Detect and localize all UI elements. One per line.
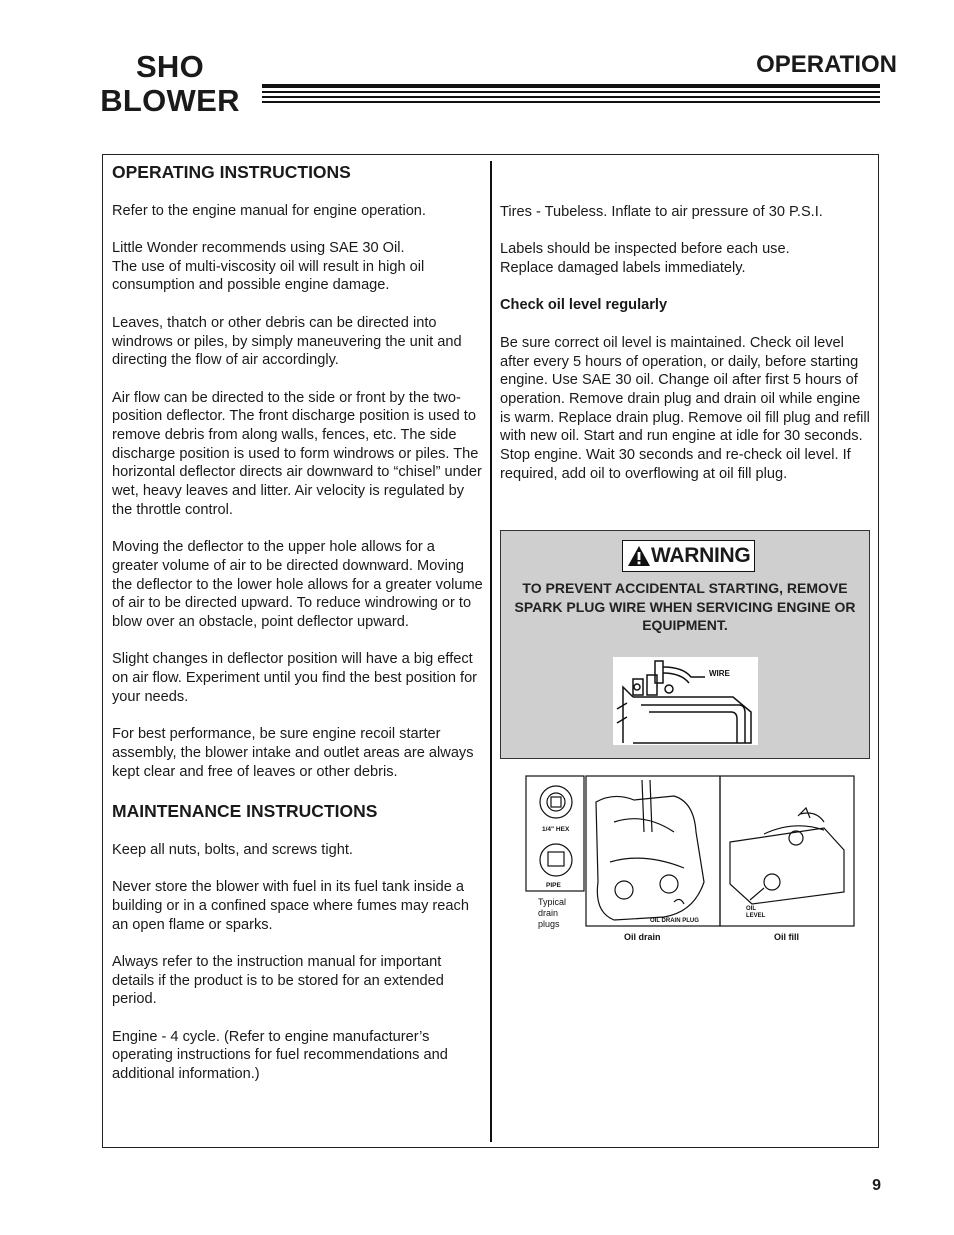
brand-title [100,50,240,118]
right-column [500,203,870,502]
spark-plug-wire-figure [613,657,758,745]
oil-drain-caption: Oil drain [624,932,661,942]
typical-label-2: drain [538,908,559,918]
oil-check-heading: Check oil level regularly [500,297,668,314]
drain-plug-label: OIL DRAIN PLUG [650,918,699,924]
operating-paragraph: Leaves, thatch or other debris can be directed into windrows or piles, by simply maneuvering the unit and directing the flow of air accordingly. [112,314,462,369]
warning-triangle-icon [627,545,651,567]
oil-drain-fill-figure [524,772,858,947]
maintenance-paragraph: Keep all nuts, bolts, and screws tight. [112,841,353,858]
typical-label-1: Typical [538,897,567,907]
tires-text: Tires - Tubeless. Inflate to air pressure of 30 P.S.I. [500,204,823,220]
operating-paragraph: Slight changes in deflector position will have a big effect on air flow. Experiment until you find the best position for your needs. [112,651,478,705]
warning-box [500,530,870,759]
left-column [112,161,484,1103]
brand-line-1: SHO [135,49,205,84]
maintenance-heading: MAINTENANCE INSTRUCTIONS [112,801,378,822]
maintenance-paragraph: Always refer to the instruction manual for important details if the product is to be stored for an extended period. [112,953,444,1008]
warning-label [622,540,755,572]
pipe-label: PIPE [546,882,561,889]
warning-text: TO PREVENT ACCIDENTAL STARTING, REMOVE SPARK PLUG WIRE WHEN SERVICING ENGINE OR EQUIPMENT. [514,580,856,633]
hex-label: 1/4" HEX [542,826,570,833]
wire-label: WIRE [709,669,730,678]
operating-paragraph: Moving the deflector to the upper hole allows for a greater volume of air to be directed downward. Moving the deflector to the lower hole allows for a greater volume of air to be directed upward. To reduce windrowing or to blow over an obstacle, point deflector upward. [112,539,483,631]
column-divider [490,161,492,1142]
brand-line-2: BLOWER [100,83,240,118]
section-title: OPERATION [756,51,897,78]
typical-label-3: plugs [538,919,560,929]
operating-heading: OPERATING INSTRUCTIONS [112,162,351,182]
maintenance-paragraph: Engine - 4 cycle. (Refer to engine manufacturer’s operating instructions for fuel recommendations and additional information.) [112,1028,448,1083]
operating-paragraph: Air flow can be directed to the side or front by the two-position deflector. The front discharge position is used to remove debris from along walls, fences, etc. The side discharge position is used to form windrows or piles. The horizontal deflector directs air downward to “chisel” under wet, heavy leaves and litter. Air velocity is regulated by the throttle control. [112,389,482,518]
oil-level-label-2: LEVEL [746,913,766,919]
oil-check-text: Be sure correct oil level is maintained. Check oil level after every 5 hours of operation, or daily, before starting engine. Use SAE 30 oil. Change oil after first 5 hours of operation. Remove drain plug and drain oil while engine is warm. Replace drain plug. Remove oil fill plug and refill with new oil. Start and run engine at idle for 30 seconds. Stop engine. Wait 30 seconds and re-check oil level. If required, add oil to overflowing at oil fill plug. [500,334,870,482]
header-rules [262,84,880,106]
warning-label-text: WARNING [651,544,751,567]
oil-level-label-1: OIL [746,906,756,912]
operating-paragraph: Refer to the engine manual for engine operation. [112,202,426,219]
labels-text: Labels should be inspected before each use. Replace damaged labels immediately. [500,241,790,277]
operating-paragraph: Little Wonder recommends using SAE 30 Oil. The use of multi-viscosity oil will result in high oil consumption and possible engine damage. [112,240,425,294]
page-number: 9 [872,1177,881,1194]
maintenance-paragraph: Never store the blower with fuel in its fuel tank inside a building or in a confined space where fumes may reach an open flame or sparks. [112,879,469,933]
oil-fill-caption: Oil fill [774,932,800,942]
operating-paragraph: For best performance, be sure engine recoil starter assembly, the blower intake and outlet areas are always kept clear and free of leaves or other debris. [112,726,474,780]
